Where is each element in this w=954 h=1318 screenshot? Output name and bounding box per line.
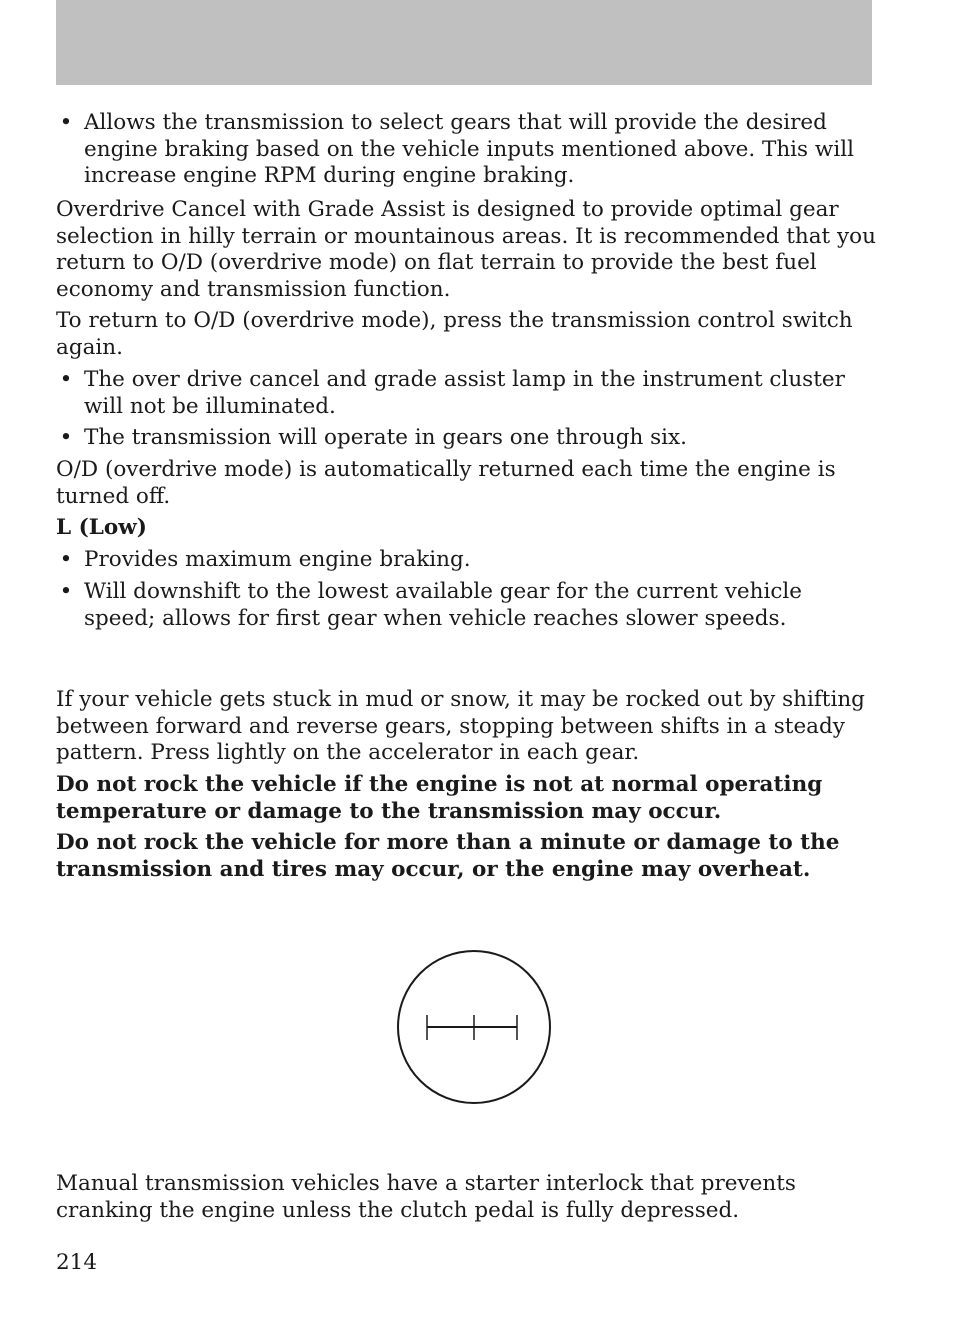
bullet-item [56,425,876,452]
bullet-marker: • [59,547,73,572]
paragraph: Manual transmission vehicles have a starter interlock that prevents cranking the engine unless the clutch pedal is fully depressed. [56,1171,796,1223]
bullet-item [56,579,876,632]
bullet-text: Will downshift to the lowest available gear for the current vehicle speed; allows for first gear when vehicle reaches slower speeds. [84,579,802,631]
paragraph: Overdrive Cancel with Grade Assist is designed to provide optimal gear selection in hilly terrain or mountainous areas. It is recommended that you return to O/D (overdrive mode) on flat terrain to provide the best fuel economy and transmission function. [56,197,876,302]
bullet-text: The over drive cancel and grade assist lamp in the instrument cluster will not be illuminated. [84,367,845,419]
bullet-marker: • [59,367,73,392]
page-number: 214 [56,1250,98,1275]
bullet-marker: • [59,425,73,450]
manual-shift-pattern-icon [396,949,552,1105]
bullet-item [56,110,876,190]
warning-text: Do not rock the vehicle if the engine is not at normal operating temperature or damage to the transmission may occur. [56,772,823,824]
warning-text: Do not rock the vehicle for more than a minute or damage to the transmission and tires may occur, or the engine may overheat. [56,830,840,882]
header-band [56,0,872,85]
bullet-text: The transmission will operate in gears one through six. [84,425,688,450]
bullet-text: Allows the transmission to select gears that will provide the desired engine braking based on the vehicle inputs mentioned above. This will increase engine RPM during engine braking. [84,110,854,188]
bullet-marker: • [59,110,73,135]
bullet-marker: • [59,579,73,604]
bullet-item [56,367,876,420]
bullet-text: Provides maximum engine braking. [84,547,471,572]
section-heading: L (Low) [56,515,147,540]
paragraph: If your vehicle gets stuck in mud or snow, it may be rocked out by shifting between forward and reverse gears, stopping between shifts in a steady pattern. Press lightly on the accelerator in each gear. [56,687,865,765]
paragraph: O/D (overdrive mode) is automatically returned each time the engine is turned off. [56,457,836,509]
paragraph: To return to O/D (overdrive mode), press the transmission control switch again. [56,308,853,360]
bullet-item [56,547,876,574]
